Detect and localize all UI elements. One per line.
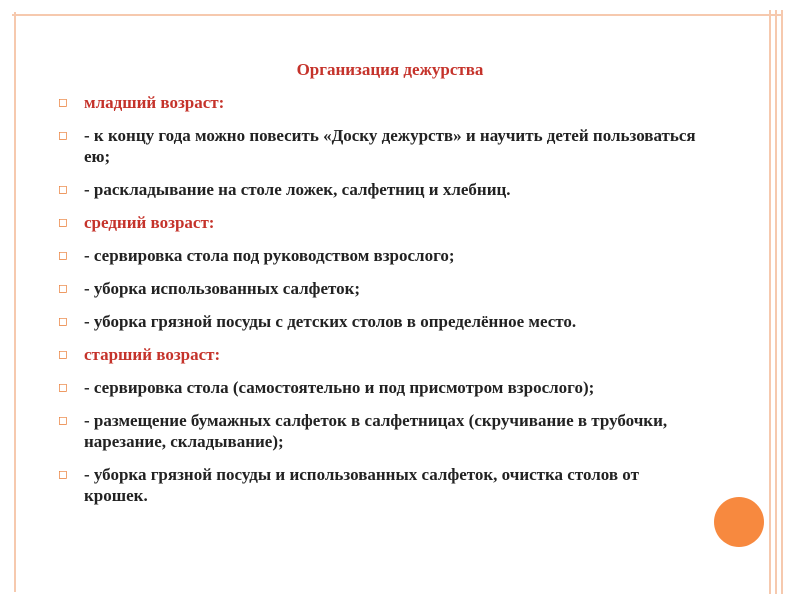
bullet-icon: ◻	[58, 467, 68, 481]
decorative-circle	[714, 497, 764, 547]
item-text: - уборка использованных салфеток;	[84, 279, 361, 298]
bullet-icon: ◻	[58, 95, 68, 109]
frame-right-line	[775, 10, 777, 594]
bullet-list	[58, 92, 698, 518]
slide-title: Организация дежурства	[296, 60, 484, 79]
item-text: - к концу года можно повесить «Доску дежурств» и научить детей пользоваться ею;	[84, 126, 696, 166]
bullet-icon: ◻	[58, 380, 68, 394]
bullet-icon: ◻	[58, 347, 68, 361]
item-text: - уборка грязной посуды с детских столов в определённое место.	[84, 312, 577, 331]
item-text: - сервировка стола (самостоятельно и под присмотром взрослого);	[84, 378, 595, 397]
section-heading	[58, 344, 698, 365]
frame-right-line	[769, 10, 771, 594]
item-text: младший возраст:	[84, 93, 225, 112]
bullet-icon: ◻	[58, 128, 68, 142]
section-heading	[58, 212, 698, 233]
list-item	[58, 377, 698, 398]
bullet-icon: ◻	[58, 413, 68, 427]
frame-right-line	[781, 10, 783, 594]
list-item	[58, 278, 698, 299]
list-item	[58, 410, 698, 452]
item-text: - раскладывание на столе ложек, салфетниц и хлебниц.	[84, 180, 511, 199]
list-item	[58, 125, 698, 167]
item-text: - размещение бумажных салфеток в салфетницах (скручивание в трубочки, нарезание, складывание);	[84, 411, 668, 451]
item-text: - уборка грязной посуды и использованных салфеток, очистка столов от крошек.	[84, 465, 639, 505]
frame-top-line	[12, 14, 782, 16]
bullet-icon: ◻	[58, 314, 68, 328]
item-text: средний возраст:	[84, 213, 215, 232]
bullet-icon: ◻	[58, 248, 68, 262]
bullet-icon: ◻	[58, 281, 68, 295]
item-text: старший возраст:	[84, 345, 221, 364]
list-item	[58, 245, 698, 266]
bullet-icon: ◻	[58, 215, 68, 229]
list-item	[58, 464, 698, 506]
item-text: - сервировка стола под руководством взрослого;	[84, 246, 455, 265]
list-item	[58, 179, 698, 200]
bullet-icon: ◻	[58, 182, 68, 196]
list-item	[58, 311, 698, 332]
frame-left-line	[14, 12, 16, 592]
section-heading	[58, 92, 698, 113]
